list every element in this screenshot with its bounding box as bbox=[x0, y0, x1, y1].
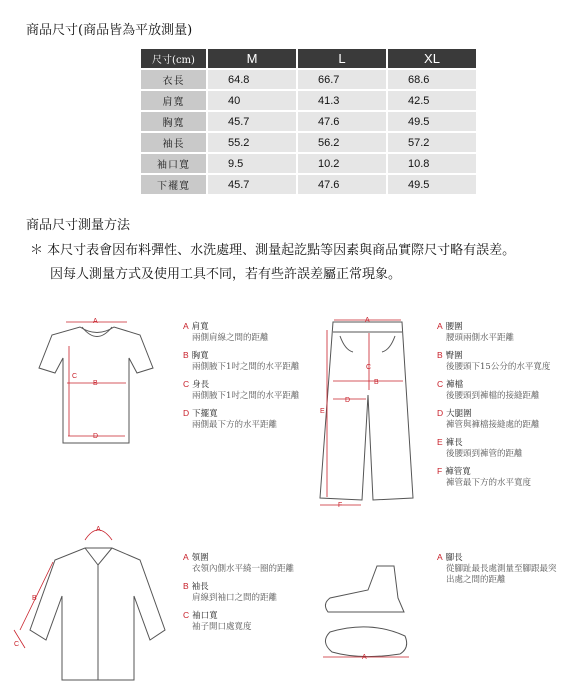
table-cell: 47.6 bbox=[297, 174, 387, 195]
foot-label-a: A bbox=[362, 654, 367, 661]
table-cell: 41.3 bbox=[297, 90, 387, 111]
shirt-label-b: B bbox=[32, 595, 37, 602]
table-row bbox=[140, 153, 477, 174]
tshirt-legend bbox=[183, 321, 299, 437]
shirt-outline bbox=[30, 548, 165, 680]
foot-legend bbox=[437, 552, 557, 592]
table-row bbox=[140, 174, 477, 195]
legend-item: A 領圍 衣領內側水平繞一圈的距離 bbox=[183, 552, 295, 574]
row-label: 袖口寬 bbox=[140, 153, 207, 174]
row-label: 肩寬 bbox=[140, 90, 207, 111]
table-header-cell: 尺寸(cm) bbox=[140, 48, 207, 69]
table-header-row bbox=[140, 48, 477, 69]
tshirt-outline bbox=[39, 327, 153, 443]
row-label: 袖長 bbox=[140, 132, 207, 153]
size-table bbox=[139, 47, 478, 196]
pants-label-d: D bbox=[345, 397, 351, 404]
legend-item: E 褲長 後腰頭到褲管的距離 bbox=[437, 437, 523, 459]
table-row bbox=[140, 132, 477, 153]
row-label: 下襬寬 bbox=[140, 174, 207, 195]
label-b: B bbox=[93, 380, 98, 387]
legend-item: F 褲管寬 褲管最下方的水平寬度 bbox=[437, 466, 532, 488]
table-cell: 45.7 bbox=[207, 111, 297, 132]
legend-item: A 腳長 從腳趾最長處測量至腳跟最突出處之間的距離 bbox=[437, 552, 557, 585]
legend-item: D 下擺寬 兩側最下方的水平距離 bbox=[183, 408, 278, 430]
table-row bbox=[140, 90, 477, 111]
row-label: 衣長 bbox=[140, 69, 207, 90]
table-row bbox=[140, 69, 477, 90]
table-cell: 68.6 bbox=[387, 69, 477, 90]
table-cell: 42.5 bbox=[387, 90, 477, 111]
legend-item: B 胸寬 兩側腋下1吋之間的水平距離 bbox=[183, 350, 300, 372]
pants-label-e: E bbox=[320, 408, 325, 415]
pants-outline bbox=[320, 322, 413, 500]
label-c: C bbox=[72, 373, 78, 380]
shirt-label-a: A bbox=[96, 526, 101, 533]
legend-item: B 袖長 肩線到袖口之間的距離 bbox=[183, 581, 278, 603]
table-header-cell: XL bbox=[387, 48, 477, 69]
table-cell: 9.5 bbox=[207, 153, 297, 174]
table-cell: 40 bbox=[207, 90, 297, 111]
table-header-cell: M bbox=[207, 48, 297, 69]
table-cell: 66.7 bbox=[297, 69, 387, 90]
legend-item: D 大腿圍 褲管與褲檔接縫處的距離 bbox=[437, 408, 540, 430]
table-cell: 57.2 bbox=[387, 132, 477, 153]
table-cell: 45.7 bbox=[207, 174, 297, 195]
label-d: D bbox=[93, 433, 99, 440]
table-row bbox=[140, 111, 477, 132]
legend-item: C 袖口寬 袖子開口處寬度 bbox=[183, 610, 252, 632]
legend-item: A 肩寬 兩側肩線之間的距離 bbox=[183, 321, 269, 343]
table-cell: 64.8 bbox=[207, 69, 297, 90]
label-a: A bbox=[93, 318, 98, 325]
table-cell: 10.8 bbox=[387, 153, 477, 174]
table-cell: 49.5 bbox=[387, 111, 477, 132]
pants-label-b: B bbox=[374, 379, 379, 386]
table-cell: 47.6 bbox=[297, 111, 387, 132]
foot-outline bbox=[325, 566, 406, 657]
note-line: ＊ 本尺寸表會因布料彈性、水洗處理、測量起訖點等因素與商品實際尺寸略有誤差。 bbox=[30, 243, 516, 258]
legend-item: C 褲檔 後腰頭到褲檔的接縫距離 bbox=[437, 379, 540, 401]
table-cell: 49.5 bbox=[387, 174, 477, 195]
pants-label-f: F bbox=[338, 502, 343, 509]
legend-item: C 身長 兩側腋下1吋之間的水平距離 bbox=[183, 379, 300, 401]
row-label: 胸寬 bbox=[140, 111, 207, 132]
shirt-label-c: C bbox=[14, 641, 20, 648]
table-cell: 56.2 bbox=[297, 132, 387, 153]
table-header-cell: L bbox=[297, 48, 387, 69]
method-title: 商品尺寸測量方法 bbox=[26, 218, 131, 233]
pants-label-a: A bbox=[365, 317, 370, 324]
pants-label-c: C bbox=[366, 364, 372, 371]
pants-legend bbox=[437, 321, 550, 495]
size-title: 商品尺寸(商品皆為平放測量) bbox=[26, 23, 193, 38]
table-cell: 55.2 bbox=[207, 132, 297, 153]
table-cell: 10.2 bbox=[297, 153, 387, 174]
legend-item: A 腰圍 腰頭兩側水平距離 bbox=[437, 321, 515, 343]
shirt-legend bbox=[183, 552, 294, 639]
note-line: 因每人測量方式及使用工具不同，若有些許誤差屬正常現象。 bbox=[50, 267, 402, 282]
legend-item: B 臀圍 後腰頭下15公分的水平寬度 bbox=[437, 350, 551, 372]
